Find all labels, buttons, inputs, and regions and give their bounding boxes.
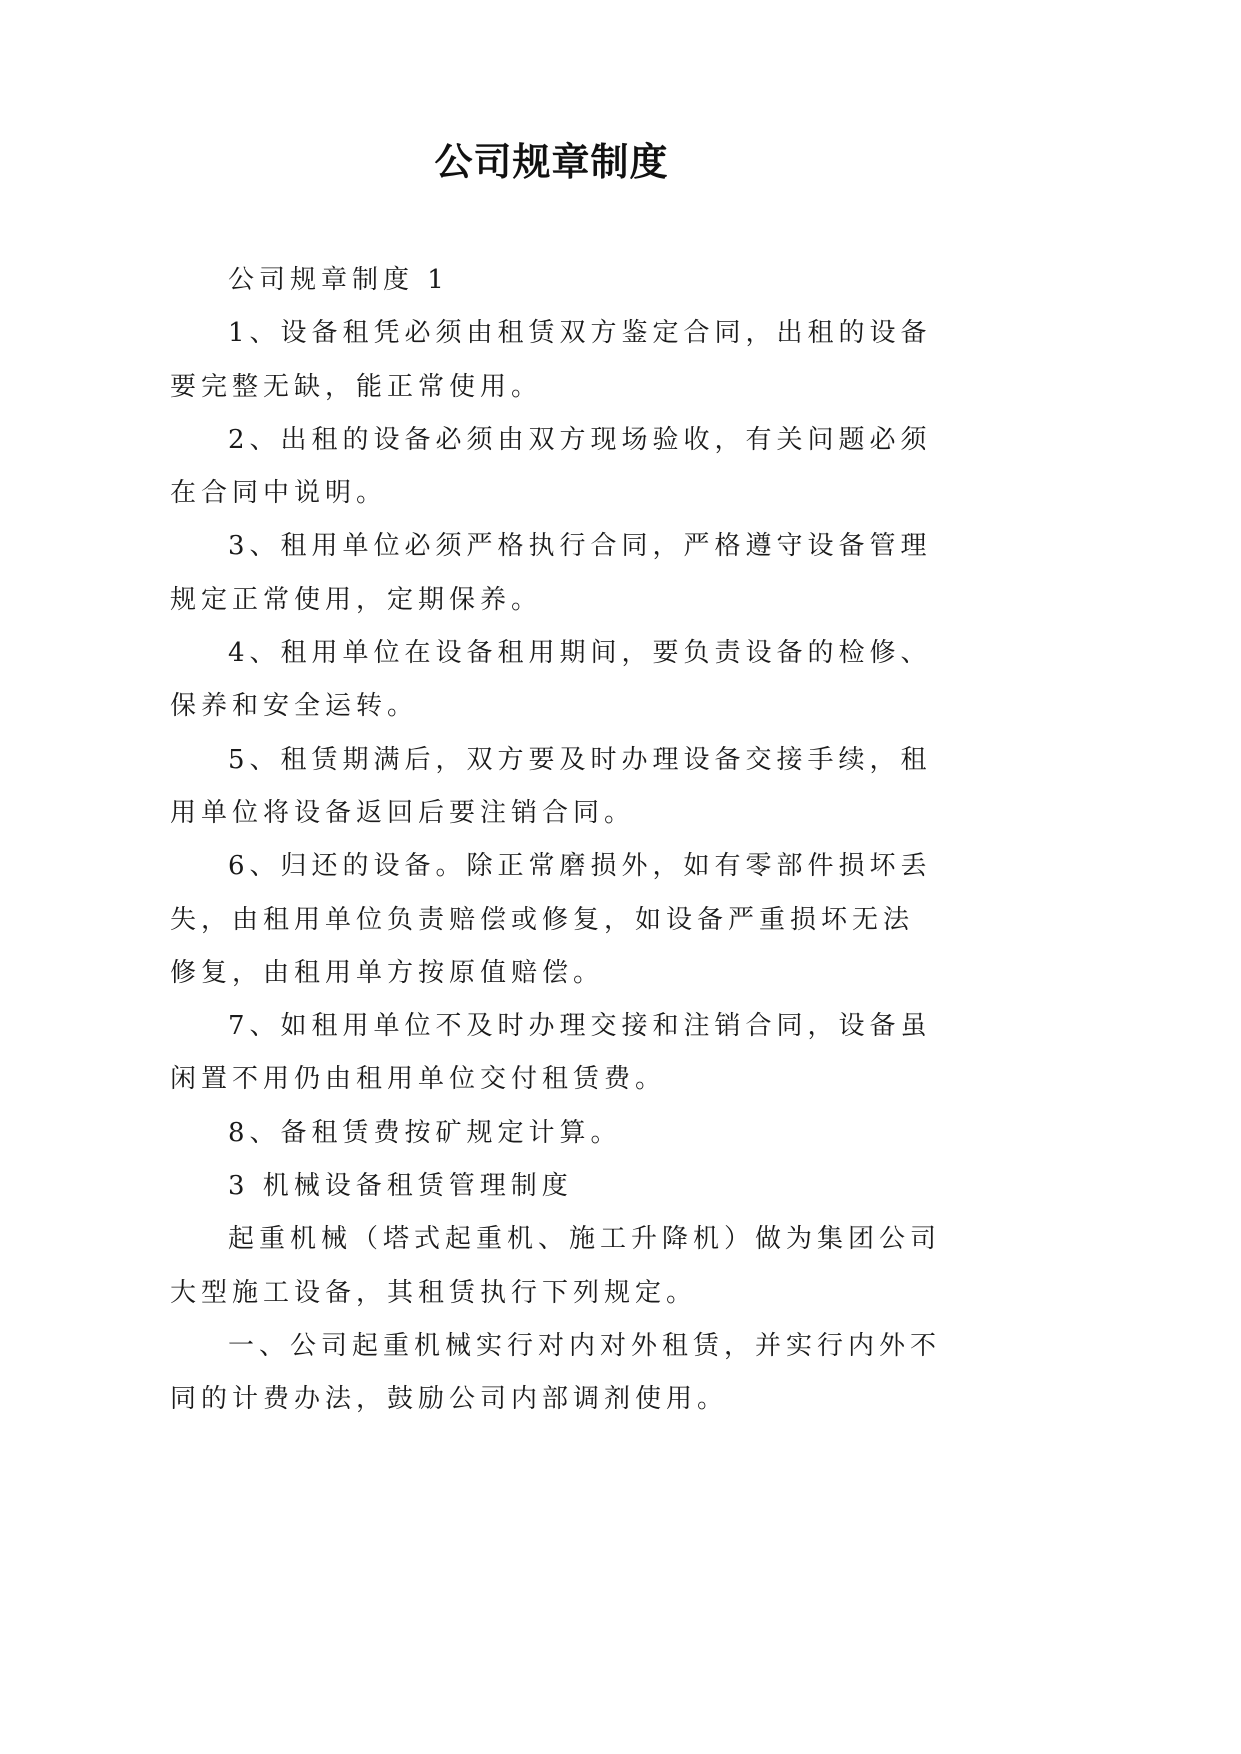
paragraph: 一、公司起重机械实行对内对外租赁，并实行内外不同的计费办法，鼓励公司内部调剂使用。 xyxy=(170,1330,942,1415)
paragraph: 起重机械（塔式起重机、施工升降机）做为集团公司大型施工设备，其租赁执行下列规定。 xyxy=(170,1224,942,1308)
paragraph: 4、租用单位在设备租用期间，要负责设备的检修、保养和安全运转。 xyxy=(170,638,932,722)
section-heading: 公司规章制度 1 xyxy=(228,265,449,295)
document-body xyxy=(170,254,942,1427)
paragraph: 1、设备租凭必须由租赁双方鉴定合同，出租的设备要完整无缺，能正常使用。 xyxy=(170,318,932,402)
paragraph: 8、备租赁费按矿规定计算。 xyxy=(228,1117,622,1148)
paragraph: 3、租用单位必须严格执行合同，严格遵守设备管理规定正常使用，定期保养。 xyxy=(170,531,932,615)
paragraph: 5、租赁期满后，双方要及时办理设备交接手续，租用单位将设备返回后要注销合同。 xyxy=(170,744,932,828)
paragraph: 2、出租的设备必须由双方现场验收，有关问题必须在合同中说明。 xyxy=(170,424,932,509)
paragraph: 7、如租用单位不及时办理交接和注销合同，设备虽闲置不用仍由租用单位交付租赁费。 xyxy=(170,1011,932,1095)
paragraph: 6、归还的设备。除正常磨损外，如有零部件损坏丢失，由租用单位负责赔偿或修复，如设备严重损坏无法修复，由租用单方按原值赔偿。 xyxy=(170,851,932,988)
document-title: 公司规章制度 xyxy=(434,140,669,184)
section-heading: 3 机械设备租赁管理制度 xyxy=(228,1171,573,1202)
